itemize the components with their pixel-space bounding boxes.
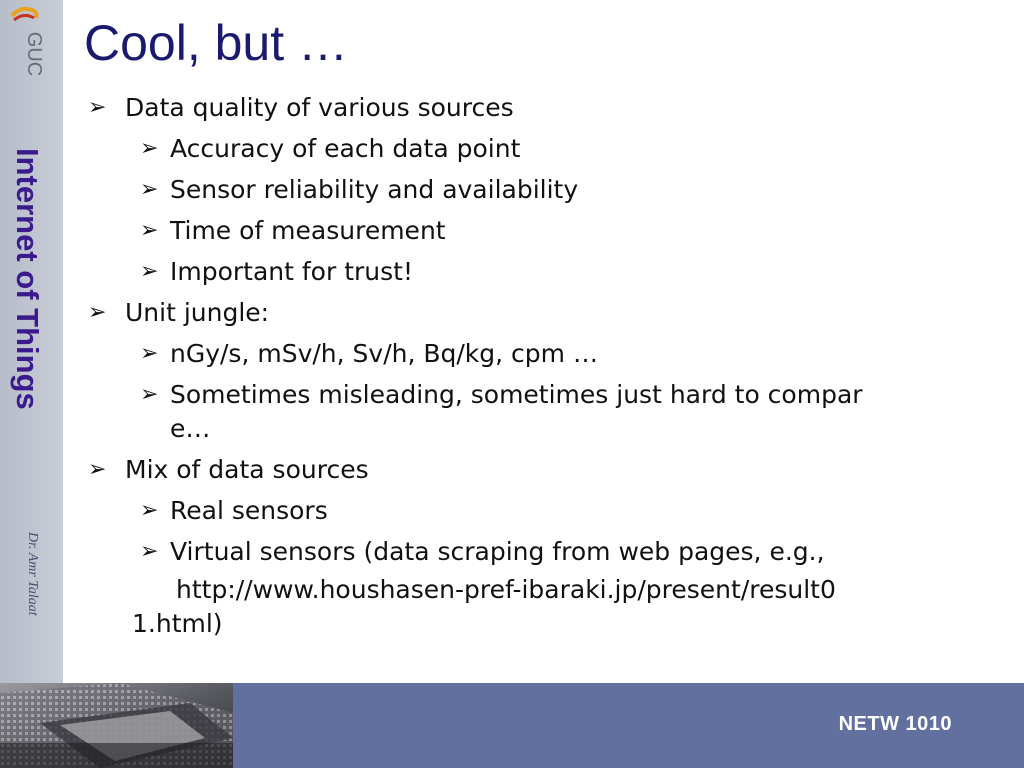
list-item: ➢ Time of measurement (84, 214, 984, 248)
bullet-list (84, 84, 984, 641)
logo-text: GUC (23, 31, 45, 77)
list-item: ➢ Important for trust! (84, 255, 984, 289)
circuit-board-image (0, 683, 233, 768)
sidebar-course-title: Internet of Things (10, 148, 45, 410)
slide-title: Cool, but … (84, 15, 349, 71)
arrow-bullet-icon: ➢ (140, 341, 159, 366)
footer-bar (0, 683, 1024, 768)
list-item: ➢ Mix of data sources (84, 453, 984, 487)
arrow-bullet-icon: ➢ (88, 300, 107, 325)
arrow-bullet-icon: ➢ (88, 457, 107, 482)
arrow-bullet-icon: ➢ (140, 382, 159, 407)
list-item: ➢ Data quality of various sources (84, 91, 984, 125)
url-text-line1: http://www.houshasen-pref-ibaraki.jp/present/result0 (176, 575, 836, 604)
author-name: Dr. Amr Talaat (25, 532, 40, 616)
list-item: ➢ Sometimes misleading, sometimes just hard to compar e… (140, 380, 863, 443)
list-item: ➢ Accuracy of each data point (84, 132, 984, 166)
arrow-bullet-icon: ➢ (140, 498, 159, 523)
list-item: ➢ Unit jungle: (84, 296, 984, 330)
arrow-bullet-icon: ➢ (140, 539, 159, 564)
arrow-bullet-icon: ➢ (140, 218, 159, 243)
arrow-bullet-icon: ➢ (88, 95, 107, 120)
arrow-bullet-icon: ➢ (140, 259, 159, 284)
list-item: ➢ nGy/s, mSv/h, Sv/h, Bq/kg, cpm … (84, 337, 984, 371)
list-item: ➢ Sensor reliability and availability (84, 173, 984, 207)
list-item: ➢ Real sensors (84, 494, 984, 528)
url-text-line2: 1.html) (132, 609, 223, 638)
list-item: ➢ Virtual sensors (data scraping from web pages, e.g., (84, 535, 984, 569)
arrow-bullet-icon: ➢ (140, 136, 159, 161)
arrow-bullet-icon: ➢ (140, 177, 159, 202)
sidebar (0, 0, 63, 683)
course-code: NETW 1010 (838, 713, 952, 735)
guc-logo (6, 4, 50, 84)
